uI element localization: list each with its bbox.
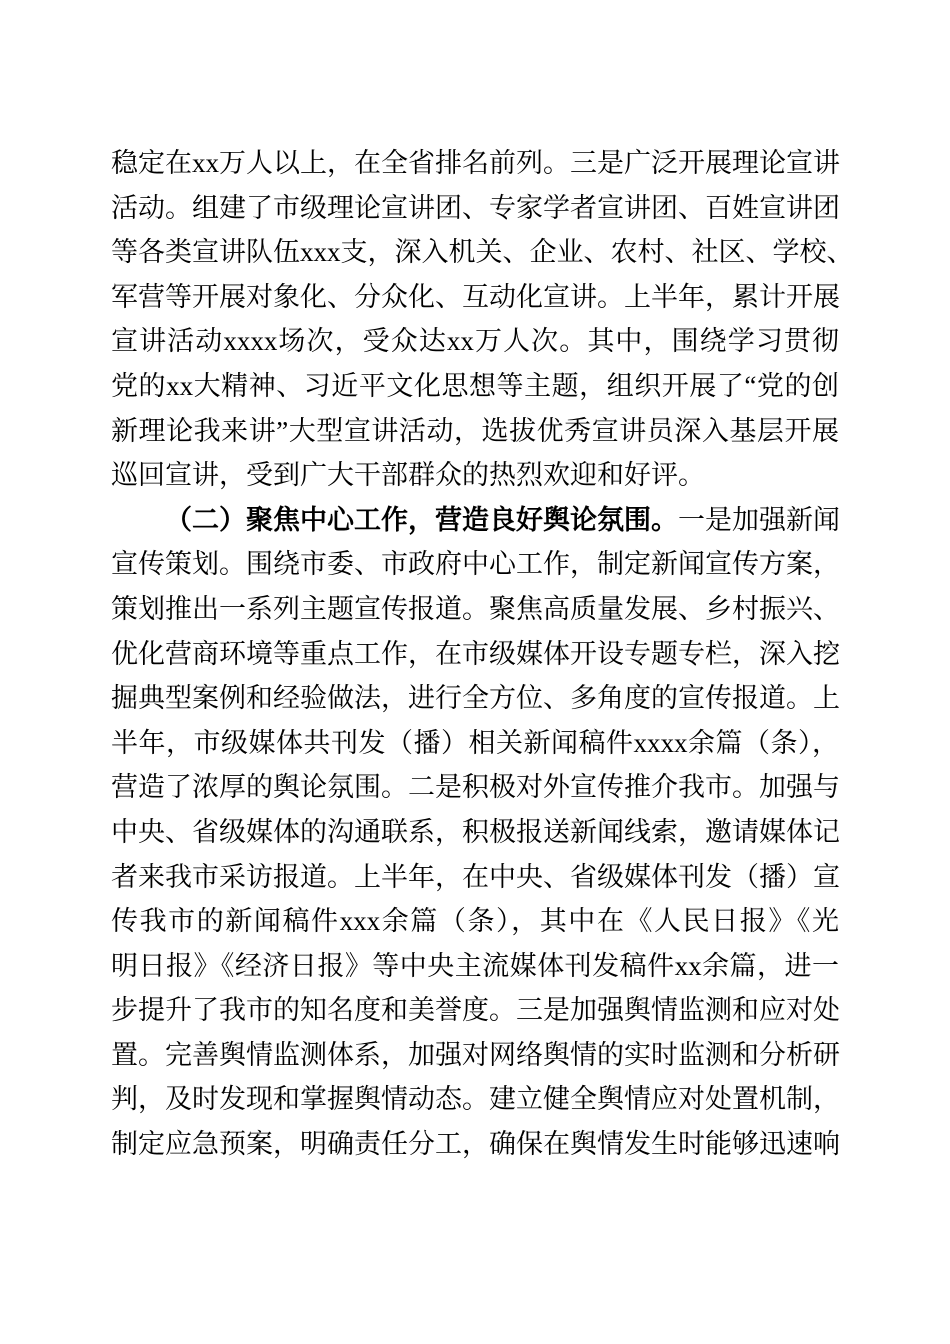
text-line: 明日报》《经济日报》等中央主流媒体刊发稿件xx余篇，进一 <box>111 950 839 981</box>
section-heading-tail-text: 一是加强新闻 <box>678 504 840 535</box>
text-line: 制定应急预案，明确责任分工，确保在舆情发生时能够迅速响 <box>111 1129 840 1160</box>
text-line: 掘典型案例和经验做法，进行全方位、多角度的宣传报道。上 <box>111 683 840 714</box>
text-line: 半年，市级媒体共刊发（播）相关新闻稿件xxxx余篇（条）， <box>111 727 839 758</box>
text-line: 军营等开展对象化、分众化、互动化宣讲。上半年，累计开展 <box>111 281 840 312</box>
text-block <box>111 141 854 1167</box>
text-line: 稳定在xx万人以上，在全省排名前列。三是广泛开展理论宣讲 <box>111 148 840 178</box>
section-heading-line <box>111 498 839 543</box>
text-line: 宣讲活动xxxx场次，受众达xx万人次。其中，围绕学习贯彻 <box>111 326 839 357</box>
text-line: 营造了浓厚的舆论氛围。二是积极对外宣传推介我市。加强与 <box>111 772 840 803</box>
text-line: 等各类宣讲队伍xxx支，深入机关、企业、农村、社区、学校、 <box>111 237 854 268</box>
text-line: 中央、省级媒体的沟通联系，积极报送新闻线索，邀请媒体记 <box>111 816 840 847</box>
text-line: 判，及时发现和掌握舆情动态。建立健全舆情应对处置机制， <box>111 1084 840 1115</box>
text-line: 优化营商环境等重点工作，在市级媒体开设专题专栏，深入挖 <box>111 638 840 669</box>
text-line: 新理论我来讲”大型宣讲活动，选拔优秀宣讲员深入基层开展 <box>111 415 839 446</box>
text-line: 者来我市采访报道。上半年，在中央、省级媒体刊发（播）宣 <box>111 861 840 892</box>
text-line: 传我市的新闻稿件xxx余篇（条），其中在《人民日报》《光 <box>111 906 839 937</box>
text-line: 步提升了我市的知名度和美誉度。三是加强舆情监测和应对处 <box>111 995 840 1026</box>
paragraph-end-line: 巡回宣讲，受到广大干部群众的热烈欢迎和好评。 <box>111 460 705 491</box>
text-line: 置。完善舆情监测体系，加强对网络舆情的实时监测和分析研 <box>111 1039 840 1070</box>
text-line: 党的xx大精神、习近平文化思想等主题，组织开展了“党的创 <box>111 370 839 401</box>
text-line: 宣传策划。围绕市委、市政府中心工作，制定新闻宣传方案， <box>111 549 840 580</box>
section-heading: （二）聚焦中心工作，营造良好舆论氛围。 <box>165 504 678 535</box>
text-line: 策划推出一系列主题宣传报道。聚焦高质量发展、乡村振兴、 <box>111 593 840 624</box>
text-line: 活动。组建了市级理论宣讲团、专家学者宣讲团、百姓宣讲团 <box>111 192 840 223</box>
